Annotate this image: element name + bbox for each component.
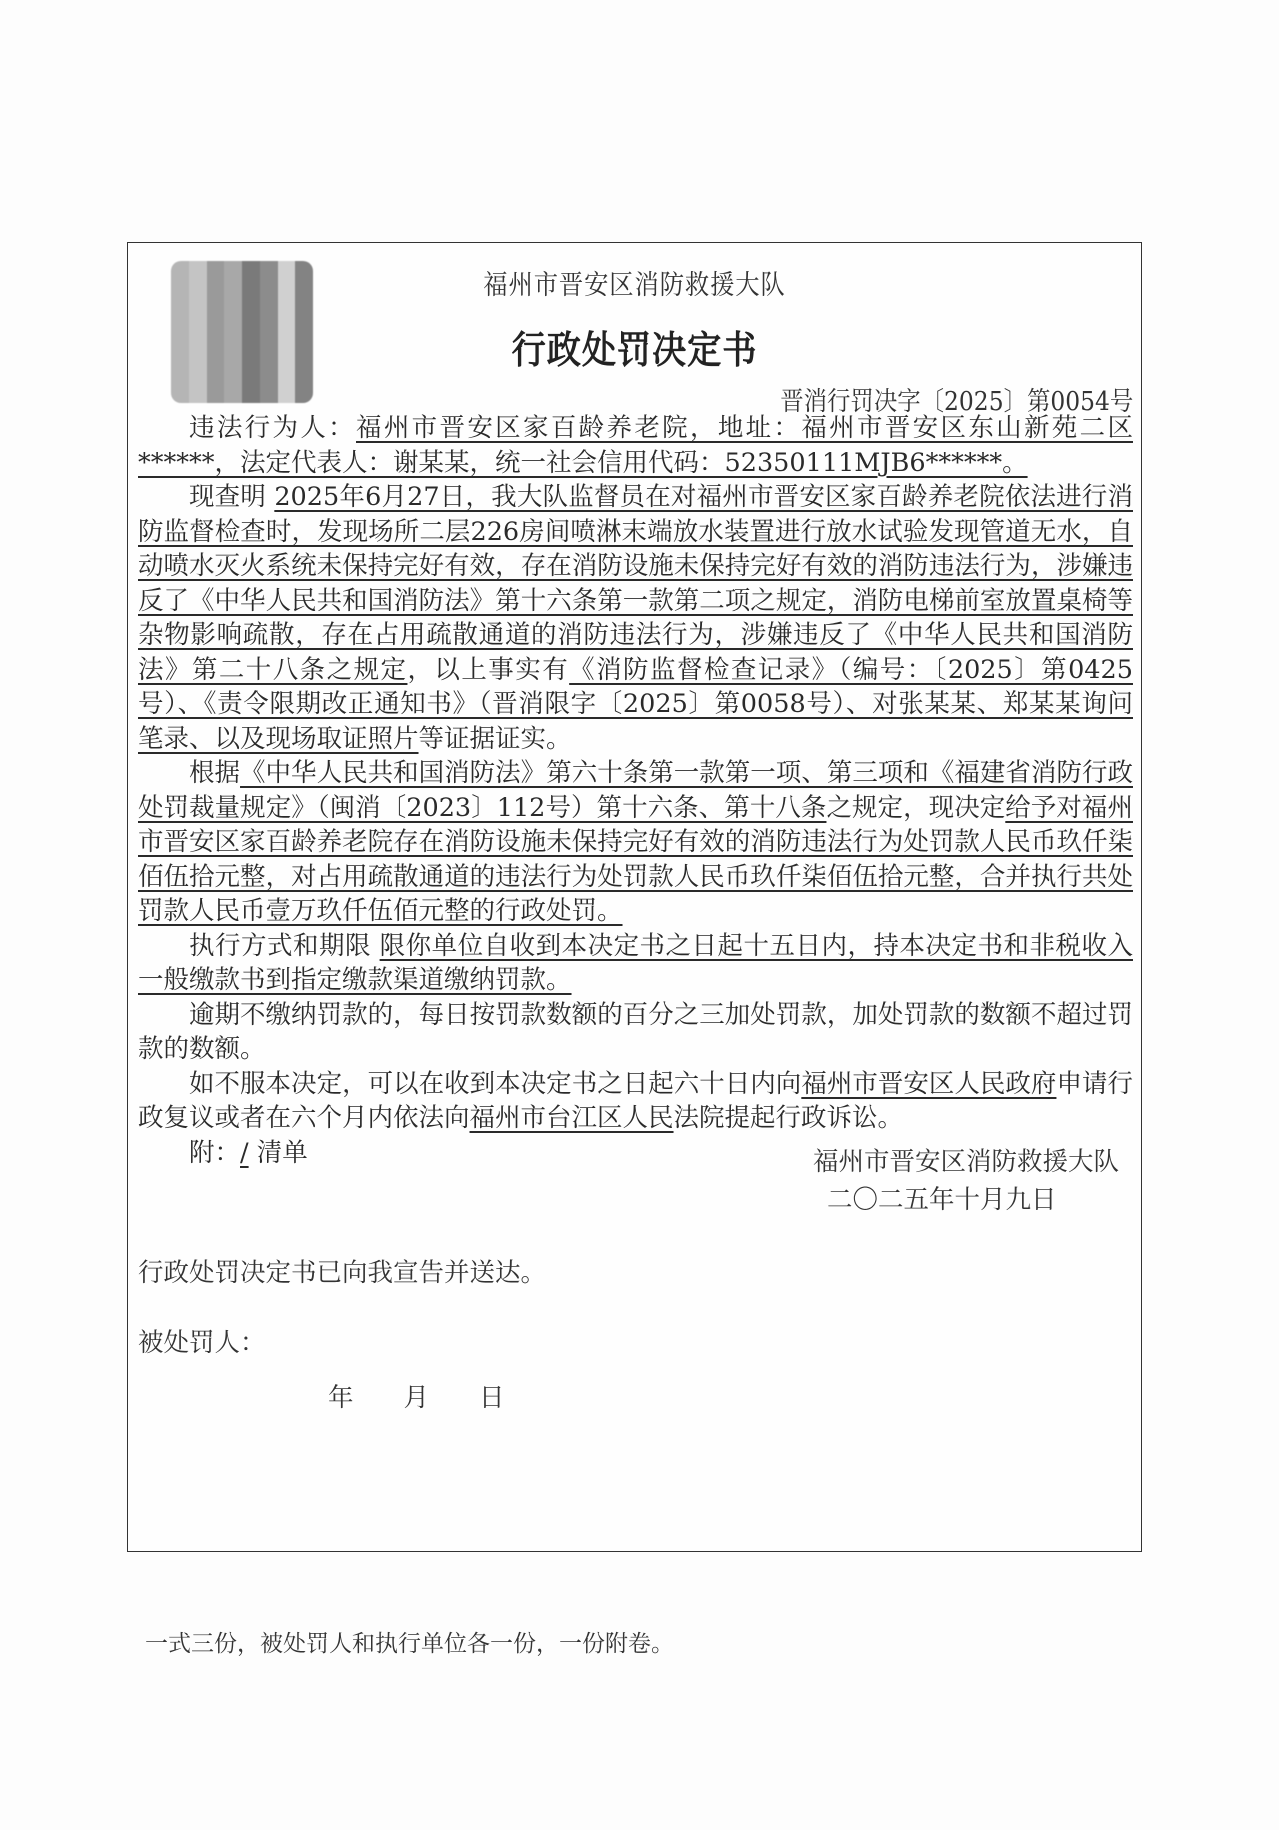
penalty-decision: 给予对福州市晋安区家百龄养老院存在消防设施未保持完好有效的消防违法行为处罚款人民币玖仟柒佰伍拾元整，对占用疏散通道的违法行为处罚款人民币玖仟柒佰伍拾元整，合并执行共处罚款人民币壹万玖仟伍佰元整的行政处罚。 (138, 792, 1133, 926)
appeal-paragraph (138, 1067, 1133, 1136)
document-number: 晋消行罚决字〔2025〕第0054号 (779, 387, 1133, 417)
copies-footnote: 一式三份，被处罚人和执行单位各一份，一份附卷。 (145, 1631, 674, 1657)
document-frame (127, 242, 1142, 1552)
decision-paragraph (138, 756, 1133, 929)
basis-mid: 之规定，现决定 (826, 792, 1006, 823)
document-body (138, 411, 1133, 1170)
party-details: 福州市晋安区家百龄养老院，地址：福州市晋安区东山新苑二区******，法定代表人：谢某某，统一社会信用代码：52350111MJB6******。 (138, 413, 1133, 478)
blank-day: 日 (479, 1383, 505, 1413)
attachment-label: 附： (189, 1137, 241, 1168)
document-title: 行政处罚决定书 (511, 327, 758, 372)
served-statement: 行政处罚决定书已向我宣告并送达。 (138, 1258, 547, 1288)
legal-basis: 《中华人民共和国消防法》第六十条第一款第一项、第三项和《福建省消防行政处罚裁量规定》（闽消〔2023〕112号）第十六条、第十八条 (138, 758, 1133, 823)
basis-label: 根据 (189, 758, 241, 788)
appeal-court: 福州市台江区人民 (469, 1103, 674, 1133)
facts-evidence: 《消防监督检查记录》（编号：〔2025〕第0425号）、《责令限期改正通知书》（晋消限字〔2025〕第0058号）、对张某某、郑某某询问笔录、以及现场取证照片 (138, 654, 1133, 754)
signature-org: 福州市晋安区消防救援大队 (812, 1147, 1119, 1177)
blank-date-line (328, 1378, 555, 1414)
facts-paragraph (138, 480, 1133, 756)
execution-terms: 限你单位自收到本决定书之日起十五日内，持本决定书和非税收入一般缴款书到指定缴款渠道缴纳罚款。 (138, 930, 1133, 995)
appeal-mid: 申请行政复议或者在六个月内依法向 (138, 1068, 1133, 1133)
appeal-pre: 如不服本决定，可以在收到本决定书之日起六十日内向 (189, 1068, 802, 1099)
signature-date: 二〇二五年十月九日 (826, 1185, 1057, 1215)
appeal-government: 福州市晋安区人民政府 (801, 1068, 1057, 1099)
signature-block (813, 1143, 1119, 1219)
party-label: 违法行为人： (189, 413, 356, 443)
overdue-paragraph: 逾期不缴纳罚款的，每日按罚款数额的百分之三加处罚款，加处罚款的数额不超过罚款的数额。 (138, 999, 1133, 1064)
facts-end: 等证据证实。 (418, 723, 572, 754)
attachment-value: / (240, 1137, 249, 1168)
appeal-end: 法院提起行政诉讼。 (673, 1103, 904, 1133)
facts-label: 现查明 (189, 482, 275, 512)
execution-label: 执行方式和期限 (189, 930, 380, 961)
blank-year: 年 (328, 1383, 354, 1413)
punished-party-label: 被处罚人： (138, 1328, 266, 1358)
party-paragraph (138, 411, 1133, 480)
facts-mid: ，以上事实有 (407, 654, 570, 685)
issuing-org-heading: 福州市晋安区消防救援大队 (483, 270, 786, 301)
attachment-suffix: 清单 (248, 1137, 308, 1168)
execution-paragraph (138, 929, 1133, 998)
facts-text: 2025年6月27日，我大队监督员在对福州市晋安区家百龄养老院依法进行消防监督检查时，发现场所二层226房间喷淋末端放水装置进行放水试验发现管道无水，自动喷水灭火系统未保持完好有效，存在消防设施未保持完好有效的消防违法行为，涉嫌违反了《中华人民共和国消防法》第十六条第一款第二项之规定，消防电梯前室放置桌椅等杂物影响疏散，存在占用疏散通道的消防违法行为，涉嫌违反了《中华人民共和国消防法》第二十八条之规定 (138, 482, 1133, 685)
blank-month: 月 (403, 1383, 430, 1413)
